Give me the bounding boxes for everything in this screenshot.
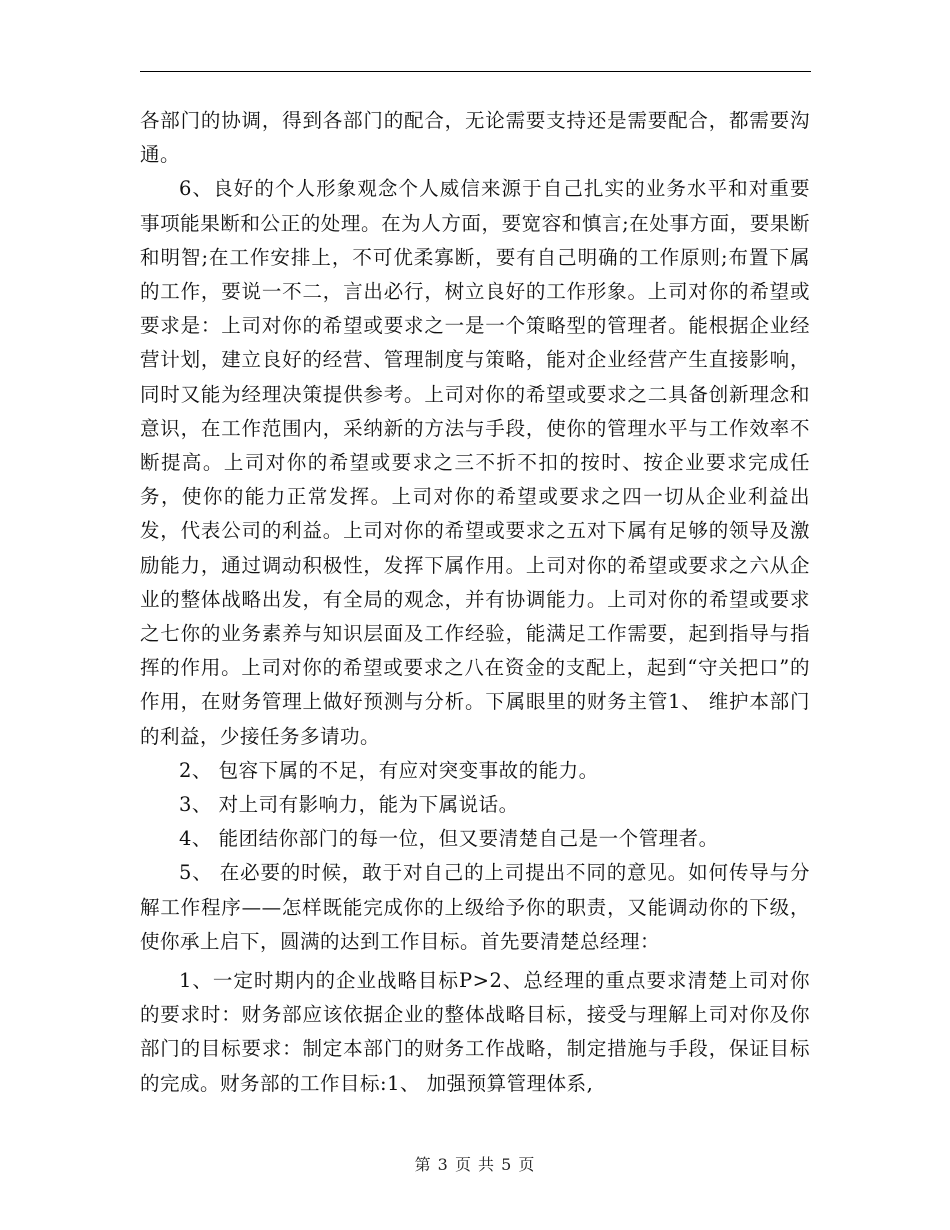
paragraph-item-6: 6、良好的个人形象观念个人威信来源于自己扎实的业务水平和对重要事项能果断和公正的处理。在为人方面，要宽容和慎言;在处事方面，要果断和明智;在工作安排上，不可优柔寡断，要有自己明确的工作原则;布置下属的工作，要说一不二，言出必行，树立良好的工作形象。上司对你的希望或要求是：上司对你的希望或要求之一是一个策略型的管理者。能根据企业经营计划，建立良好的经营、管理制度与策略，能对企业经营产生直接影响，同时又能为经理决策提供参考。上司对你的希望或要求之二具备创新理念和意识，在工作范围内，采纳新的方法与手段，使你的管理水平与工作效率不断提高。上司对你的希望或要求之三不折不扣的按时、按企业要求完成任务，使你的能力正常发挥。上司对你的希望或要求之四一切从企业利益出发，代表公司的利益。上司对你的希望或要求之五对下属有足够的领导及激励能力，通过调动积极性，发挥下属作用。上司对你的希望或要求之六从企业的整体战略出发，有全局的观念，并有协调能力。上司对你的希望或要求之七你的业务素养与知识层面及工作经验，能满足工作需要，起到指导与指挥的作用。上司对你的希望或要求之八在资金的支配上，起到“守关把口”的作用，在财务管理上做好预测与分析。下属眼里的财务主管1、 维护本部门的利益，少接任务多请功。 xyxy=(140,177,810,748)
document-body xyxy=(140,104,810,1101)
paragraph-item-3: 3、 对上司有影响力，能为下属说话。 xyxy=(179,793,519,817)
header-rule xyxy=(140,71,811,72)
paragraph-item-5: 5、 在必要的时候，敢于对自己的上司提出不同的意见。如何传导与分解工作程序——怎样既能完成你的上级给予你的职责，又能调动你的下级，使你承上启下，圆满的达到工作目标。首先要清楚总经理： xyxy=(140,861,810,953)
paragraph-item-2: 2、 包容下属的不足，有应对突变事故的能力。 xyxy=(179,758,599,782)
paragraph-continuation: 各部门的协调，得到各部门的配合，无论需要支持还是需要配合，都需要沟通。 xyxy=(140,109,810,167)
paragraph-goals: 1、一定时期内的企业战略目标P>2、总经理的重点要求清楚上司对你的要求时：财务部应该依据企业的整体战略目标，接受与理解上司对你及你部门的目标要求：制定本部门的财务工作战略，制定措施与手段，保证目标的完成。财务部的工作目标:1、 加强预算管理体系, xyxy=(140,969,810,1095)
page-number-footer: 第 3 页 共 5 页 xyxy=(414,1155,536,1174)
paragraph-item-4: 4、 能团结你部门的每一位，但又要清楚自己是一个管理者。 xyxy=(179,827,719,851)
